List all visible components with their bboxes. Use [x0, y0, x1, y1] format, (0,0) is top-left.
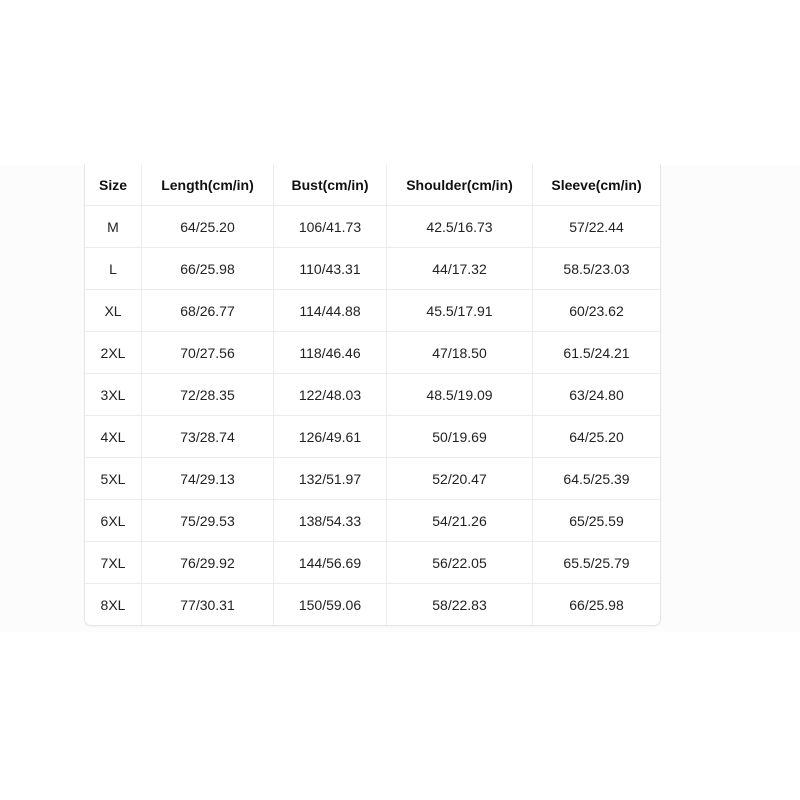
cell-length: 70/27.56 [142, 332, 274, 374]
table-row [85, 374, 660, 416]
cell-size: M [85, 206, 142, 248]
header-sleeve: Sleeve(cm/in) [533, 164, 660, 206]
table-row [85, 332, 660, 374]
header-row [85, 164, 660, 206]
cell-shoulder: 50/19.69 [387, 416, 533, 458]
table-row [85, 458, 660, 500]
cell-shoulder: 56/22.05 [387, 542, 533, 584]
cell-shoulder: 58/22.83 [387, 584, 533, 625]
header-shoulder: Shoulder(cm/in) [387, 164, 533, 206]
cell-sleeve: 61.5/24.21 [533, 332, 660, 374]
table-row [85, 542, 660, 584]
cell-length: 73/28.74 [142, 416, 274, 458]
cell-length: 64/25.20 [142, 206, 274, 248]
cell-sleeve: 57/22.44 [533, 206, 660, 248]
cell-sleeve: 65/25.59 [533, 500, 660, 542]
table-row [85, 290, 660, 332]
cell-size: 4XL [85, 416, 142, 458]
cell-sleeve: 64.5/25.39 [533, 458, 660, 500]
cell-shoulder: 48.5/19.09 [387, 374, 533, 416]
cell-bust: 132/51.97 [274, 458, 387, 500]
cell-bust: 126/49.61 [274, 416, 387, 458]
cell-size: L [85, 248, 142, 290]
cell-length: 66/25.98 [142, 248, 274, 290]
table-row [85, 416, 660, 458]
cell-size: 6XL [85, 500, 142, 542]
cell-length: 77/30.31 [142, 584, 274, 625]
cell-size: 7XL [85, 542, 142, 584]
cell-size: 3XL [85, 374, 142, 416]
size-chart-table [84, 164, 661, 626]
cell-bust: 114/44.88 [274, 290, 387, 332]
size-chart-header [85, 164, 660, 206]
table-row [85, 584, 660, 625]
cell-size: 2XL [85, 332, 142, 374]
cell-bust: 122/48.03 [274, 374, 387, 416]
header-bust: Bust(cm/in) [274, 164, 387, 206]
cell-size: 5XL [85, 458, 142, 500]
cell-bust: 138/54.33 [274, 500, 387, 542]
cell-bust: 144/56.69 [274, 542, 387, 584]
cell-bust: 106/41.73 [274, 206, 387, 248]
cell-size: 8XL [85, 584, 142, 625]
cell-shoulder: 45.5/17.91 [387, 290, 533, 332]
cell-bust: 150/59.06 [274, 584, 387, 625]
cell-length: 76/29.92 [142, 542, 274, 584]
cell-size: XL [85, 290, 142, 332]
cell-shoulder: 47/18.50 [387, 332, 533, 374]
cell-length: 68/26.77 [142, 290, 274, 332]
table-row [85, 206, 660, 248]
cell-shoulder: 52/20.47 [387, 458, 533, 500]
cell-length: 74/29.13 [142, 458, 274, 500]
cell-bust: 118/46.46 [274, 332, 387, 374]
cell-sleeve: 63/24.80 [533, 374, 660, 416]
cell-sleeve: 58.5/23.03 [533, 248, 660, 290]
cell-sleeve: 65.5/25.79 [533, 542, 660, 584]
table-row [85, 248, 660, 290]
cell-sleeve: 64/25.20 [533, 416, 660, 458]
table-row [85, 500, 660, 542]
header-length: Length(cm/in) [142, 164, 274, 206]
header-size: Size [85, 164, 142, 206]
cell-shoulder: 54/21.26 [387, 500, 533, 542]
size-chart-body [85, 206, 660, 625]
cell-length: 75/29.53 [142, 500, 274, 542]
cell-bust: 110/43.31 [274, 248, 387, 290]
cell-length: 72/28.35 [142, 374, 274, 416]
cell-sleeve: 66/25.98 [569, 596, 624, 613]
cell-shoulder: 42.5/16.73 [387, 206, 533, 248]
cell-sleeve: 60/23.62 [533, 290, 660, 332]
cell-shoulder: 44/17.32 [387, 248, 533, 290]
